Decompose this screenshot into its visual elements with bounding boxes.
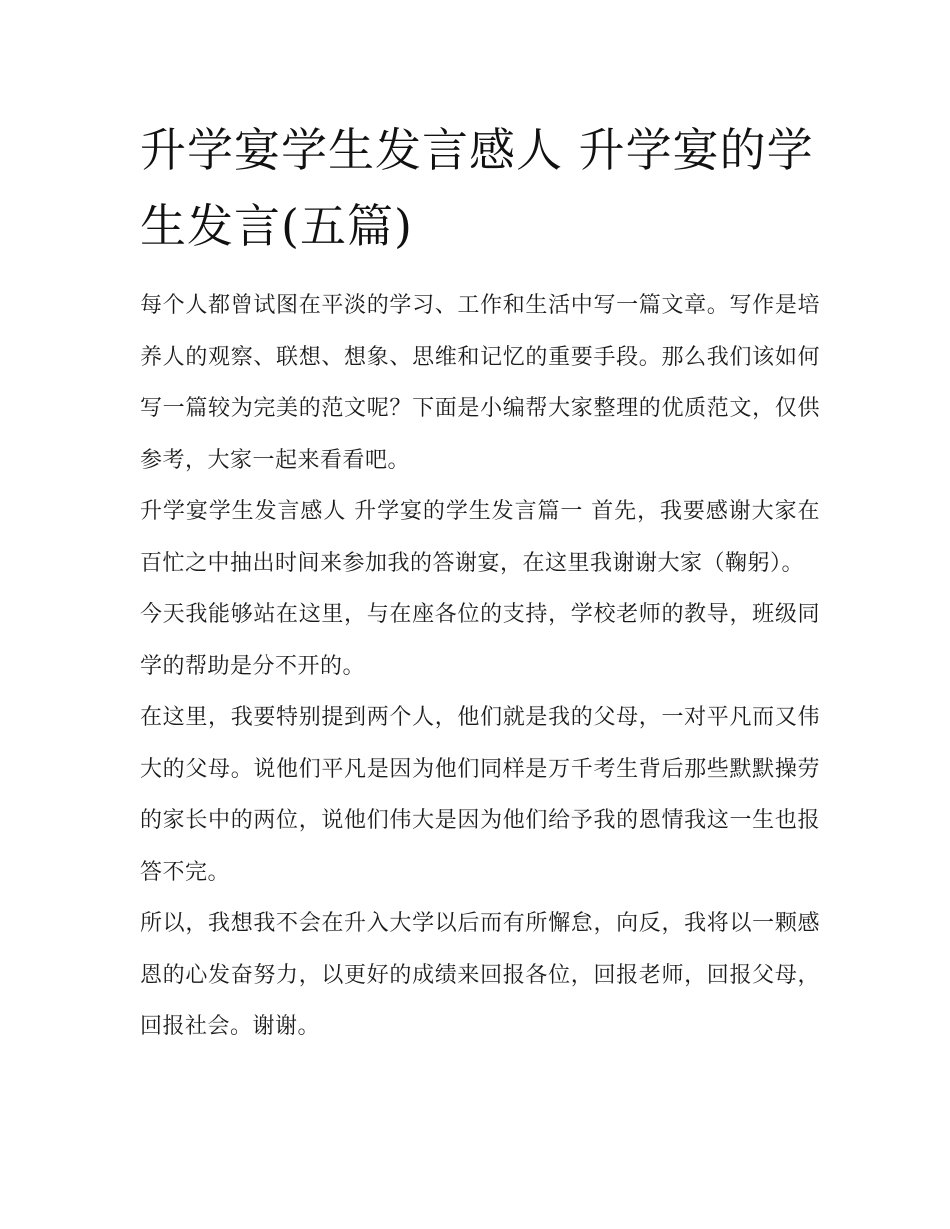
- paragraph-closing: 所以，我想我不会在升入大学以后而有所懈怠，向反，我将以一颗感恩的心发奋努力，以更好的成绩来回报各位，回报老师，回报父母，回报社会。谢谢。: [140, 911, 820, 1039]
- document-body: [140, 280, 820, 1053]
- paragraph-thanks: 升学宴学生发言感人 升学宴的学生发言篇一 首先，我要感谢大家在百忙之中抽出时间来参加我的答谢宴，在这里我谢谢大家（鞠躬）。: [140, 499, 820, 576]
- page-title: 升学宴学生发言感人 升学宴的学生发言(五篇): [140, 123, 814, 253]
- paragraph-parents: 在这里，我要特别提到两个人，他们就是我的父母，一对平凡而又伟大的父母。说他们平凡是因为他们同样是万千考生背后那些默默操劳的家长中的两位，说他们伟大是因为他们给予我的恩情我这一生也报答不完。: [140, 705, 820, 885]
- document-page: [140, 112, 820, 1053]
- paragraph-support: 今天我能够站在这里，与在座各位的支持，学校老师的教导，班级同学的帮助是分不开的。: [140, 602, 820, 679]
- paragraph-intro: 每个人都曾试图在平淡的学习、工作和生活中写一篇文章。写作是培养人的观察、联想、想象、思维和记忆的重要手段。那么我们该如何写一篇较为完美的范文呢？下面是小编帮大家整理的优质范文，仅供参考，大家一起来看看吧。: [140, 293, 820, 473]
